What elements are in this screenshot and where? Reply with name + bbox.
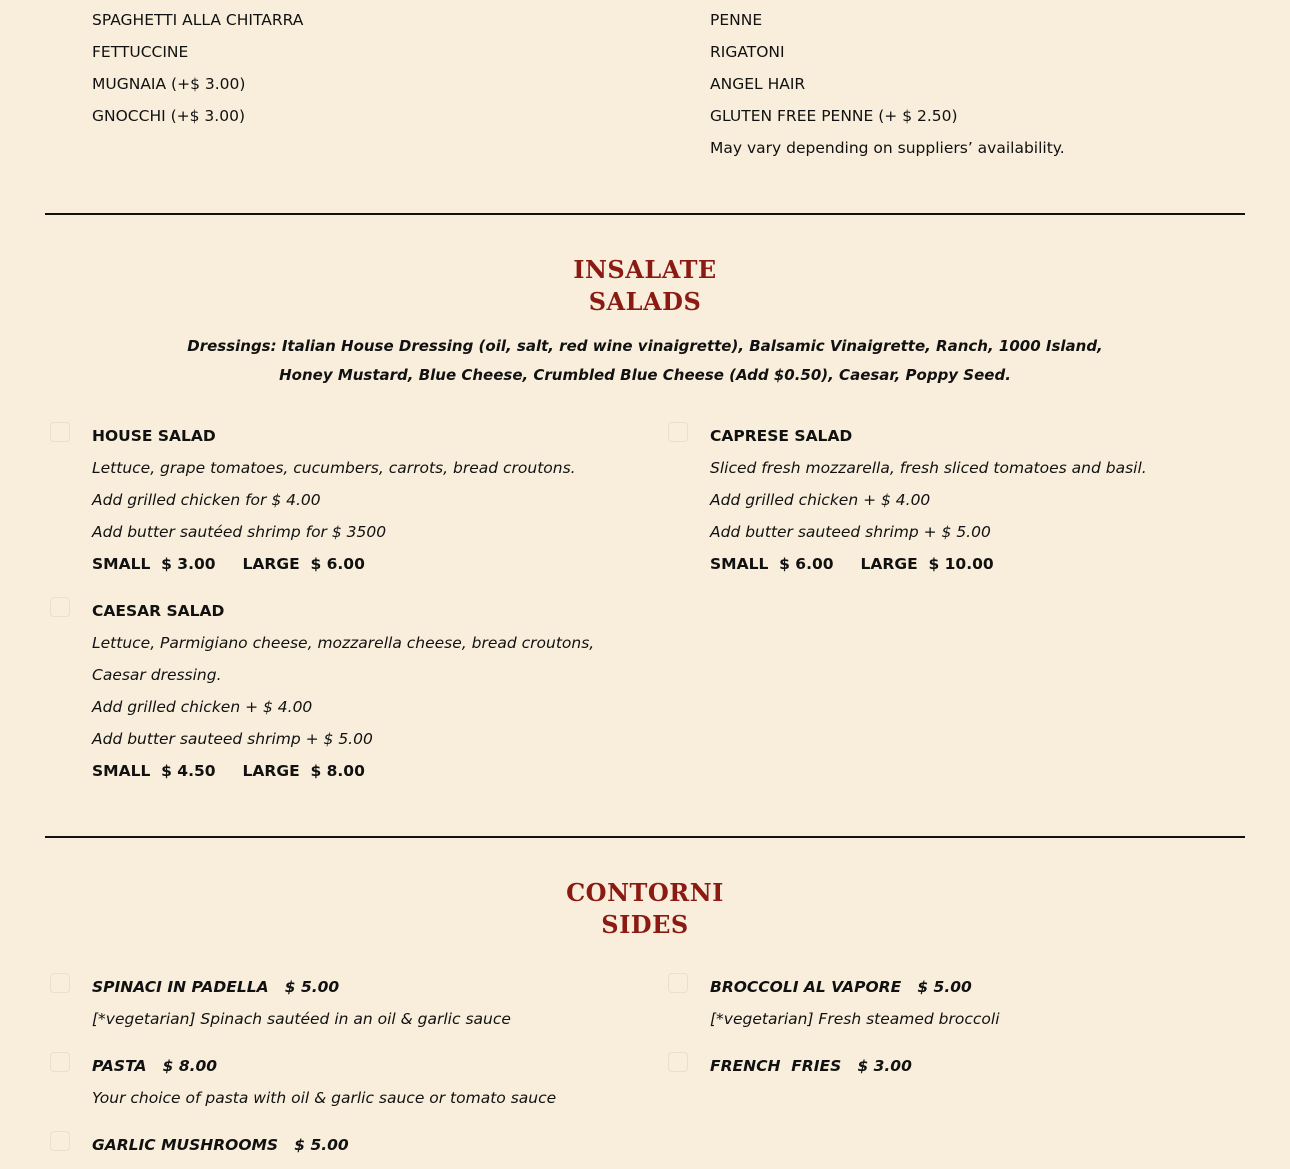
menu-item-garlic-mushrooms	[92, 1129, 622, 1161]
item-description: Lettuce, Parmigiano cheese, mozzarella cheese, bread croutons, Caesar dressing.	[92, 634, 595, 684]
item-name: CAESAR SALAD	[92, 602, 225, 620]
pasta-type: SPAGHETTI ALLA CHITARRA	[92, 11, 304, 29]
dressings-line-1: Dressings: Italian House Dressing (oil, salt, red wine vinaigrette), Balsamic Vinaigrette, Ranch, 1000 Island,	[187, 337, 1103, 355]
sides-title-italian: CONTORNI	[566, 878, 724, 907]
item-price: SMALL $ 3.00 LARGE $ 6.00	[92, 555, 365, 573]
item-addon: Add butter sauteed shrimp + $ 5.00	[92, 730, 373, 748]
item-description: Sliced fresh mozzarella, fresh sliced tomatoes and basil.	[710, 459, 1147, 477]
pasta-type: GNOCCHI (+$ 3.00)	[92, 107, 245, 125]
item-placeholder-icon	[50, 973, 70, 993]
item-placeholder-icon	[668, 1052, 688, 1072]
item-description: [*vegetarian] Fresh steamed broccoli	[710, 1010, 1000, 1028]
menu-item-caprese-salad	[710, 420, 1230, 580]
pasta-types-left	[92, 4, 622, 132]
item-placeholder-icon	[50, 422, 70, 442]
item-name: HOUSE SALAD	[92, 427, 216, 445]
item-name: FRENCH FRIES $ 3.00	[710, 1057, 912, 1075]
section-divider	[45, 836, 1245, 838]
sides-title-english: SIDES	[601, 910, 689, 939]
item-name: SPINACI IN PADELLA $ 5.00	[92, 978, 340, 996]
item-price: SMALL $ 4.50 LARGE $ 8.00	[92, 762, 365, 780]
item-addon: Add grilled chicken + $ 4.00	[92, 698, 313, 716]
menu-item-house-salad	[92, 420, 622, 580]
item-addon: Add butter sautéed shrimp for $ 3500	[92, 523, 387, 541]
menu-item-pasta-side	[92, 1050, 622, 1114]
pasta-type: MUGNAIA (+$ 3.00)	[92, 75, 246, 93]
item-name: CAPRESE SALAD	[710, 427, 853, 445]
pasta-types-right	[710, 4, 1230, 164]
item-addon: Add butter sauteed shrimp + $ 5.00	[710, 523, 991, 541]
section-divider	[45, 213, 1245, 215]
dressings-line-2: Honey Mustard, Blue Cheese, Crumbled Blue Cheese (Add $0.50), Caesar, Poppy Seed.	[279, 366, 1011, 384]
item-placeholder-icon	[668, 973, 688, 993]
item-addon: Add grilled chicken + $ 4.00	[710, 491, 931, 509]
item-placeholder-icon	[50, 1052, 70, 1072]
menu-item-french-fries	[710, 1050, 1230, 1082]
pasta-type: PENNE	[710, 11, 763, 29]
pasta-type: RIGATONI	[710, 43, 785, 61]
menu-item-spinaci	[92, 971, 622, 1035]
item-placeholder-icon	[50, 597, 70, 617]
item-placeholder-icon	[50, 1131, 70, 1151]
menu-item-caesar-salad	[92, 595, 612, 787]
menu-item-broccoli	[710, 971, 1230, 1035]
pasta-type: GLUTEN FREE PENNE (+ $ 2.50)	[710, 107, 958, 125]
item-placeholder-icon	[668, 422, 688, 442]
item-name: GARLIC MUSHROOMS $ 5.00	[92, 1136, 349, 1154]
pasta-type: FETTUCCINE	[92, 43, 189, 61]
item-name: PASTA $ 8.00	[92, 1057, 218, 1075]
availability-note: May vary depending on suppliers’ availability.	[710, 139, 1065, 157]
item-price: SMALL $ 6.00 LARGE $ 10.00	[710, 555, 994, 573]
item-addon: Add grilled chicken for $ 4.00	[92, 491, 321, 509]
item-name: BROCCOLI AL VAPORE $ 5.00	[710, 978, 972, 996]
item-description: Your choice of pasta with oil & garlic sauce or tomato sauce	[92, 1089, 557, 1107]
item-description: Lettuce, grape tomatoes, cucumbers, carrots, bread croutons.	[92, 459, 576, 477]
salads-title-italian: INSALATE	[573, 255, 717, 284]
item-description: [*vegetarian] Spinach sautéed in an oil & garlic sauce	[92, 1010, 511, 1028]
salads-title-english: SALADS	[588, 287, 702, 316]
pasta-type: ANGEL HAIR	[710, 75, 806, 93]
